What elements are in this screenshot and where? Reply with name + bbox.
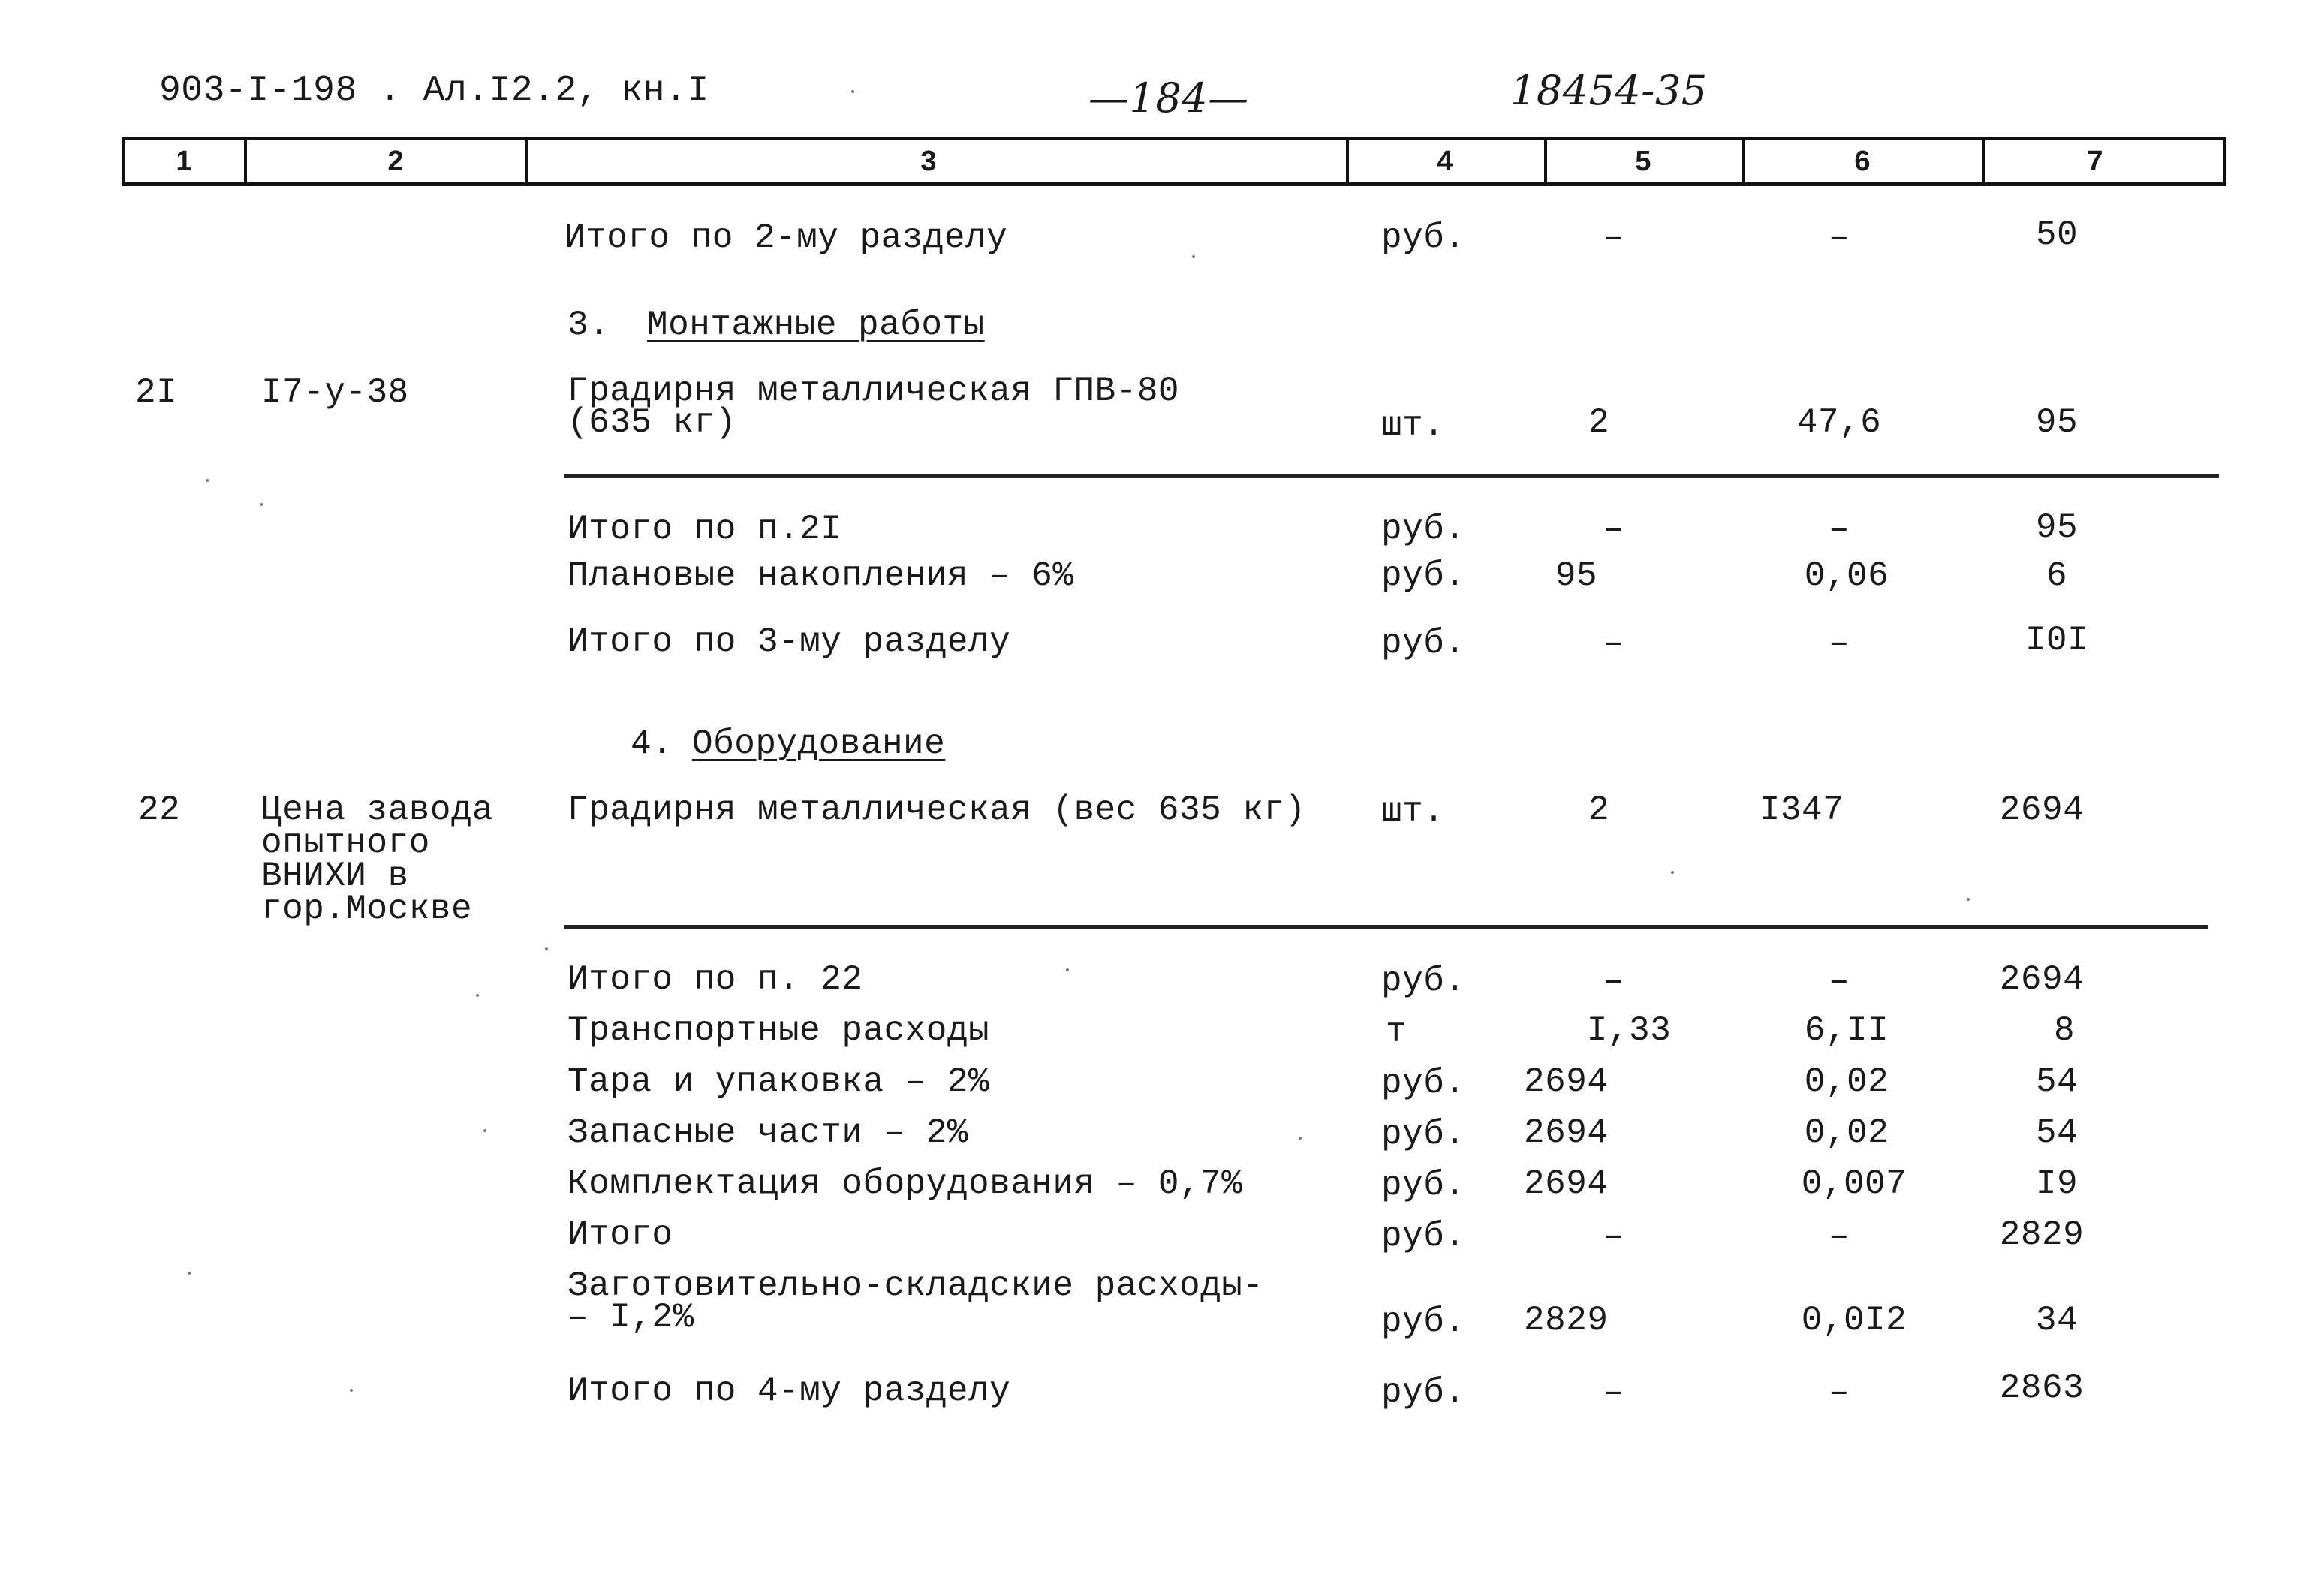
row-total: 95	[2035, 508, 2079, 547]
section-4-number: 4.	[631, 724, 673, 763]
row-total: 2863	[1999, 1369, 2085, 1408]
column-header-7: 7	[2087, 146, 2103, 177]
row-name: Плановые накопления – 6%	[567, 556, 1074, 595]
row-total: 2829	[1999, 1215, 2085, 1254]
row-qty: –	[1603, 1373, 1625, 1412]
doc-code: 903-I-198 . Ал.I2.2, кн.I	[159, 71, 709, 111]
row-unit: шт.	[1381, 406, 1445, 445]
row-price: –	[1828, 1217, 1850, 1256]
row-qty: 2	[1588, 790, 1610, 830]
row-unit: руб.	[1381, 962, 1466, 1001]
column-header-5: 5	[1635, 146, 1651, 177]
row-price: –	[1828, 1373, 1850, 1412]
row-unit: т	[1386, 1013, 1407, 1052]
scan-speck	[476, 994, 479, 997]
row-price: 0,007	[1801, 1164, 1907, 1203]
row-qty: 2694	[1524, 1164, 1609, 1203]
row-price: 0,06	[1804, 556, 1889, 595]
row-code-line3: ВНИХИ в	[261, 857, 409, 896]
row-number: 2I	[135, 373, 178, 412]
row-qty: –	[1603, 962, 1625, 1001]
row-total: 8	[2053, 1011, 2076, 1050]
row-price: 0,02	[1804, 1062, 1889, 1101]
row-qty: –	[1603, 624, 1625, 663]
scan-speck	[188, 1272, 191, 1275]
scan-speck	[1192, 255, 1195, 258]
row-name-line2: (635 кг)	[567, 403, 736, 442]
section-3-number: 3.	[567, 306, 610, 345]
row-total: I9	[2035, 1164, 2079, 1203]
row-name: Итого	[567, 1215, 673, 1254]
row-name: Итого по 2-му разделу	[564, 218, 1008, 257]
row-code: I7-у-38	[261, 373, 409, 412]
row-total: 54	[2035, 1113, 2079, 1152]
row-name: Тара и упаковка – 2%	[567, 1062, 990, 1101]
row-total: 50	[2035, 215, 2079, 254]
row-price: –	[1828, 510, 1850, 549]
scan-speck	[206, 479, 209, 482]
row-name: Заготовительно-складские расходы-	[567, 1266, 1264, 1305]
row-total: 2694	[1999, 790, 2085, 830]
row-unit: руб.	[1381, 1115, 1466, 1154]
row-code-line1: Цена завода	[261, 790, 494, 830]
row-unit: руб.	[1381, 624, 1466, 663]
section-3-title: Монтажные работы	[647, 306, 985, 345]
row-separator	[564, 474, 2219, 478]
row-name: Итого по 4-му разделу	[567, 1372, 1011, 1411]
row-name: Итого по п.2I	[567, 510, 842, 549]
row-price: I347	[1759, 790, 1844, 830]
row-unit: руб.	[1381, 1302, 1466, 1342]
row-price: 6,II	[1804, 1011, 1889, 1050]
row-total: 54	[2035, 1062, 2079, 1101]
row-qty: –	[1603, 510, 1625, 549]
row-unit: шт.	[1381, 792, 1445, 831]
row-price: –	[1828, 624, 1850, 663]
scan-speck	[260, 503, 263, 506]
row-unit: руб.	[1381, 556, 1466, 595]
scan-speck	[1066, 968, 1069, 971]
scan-speck	[483, 1129, 486, 1132]
row-unit: руб.	[1381, 1064, 1466, 1103]
row-total: 95	[2035, 403, 2079, 442]
row-name: Запасные части – 2%	[567, 1113, 968, 1152]
row-total: 34	[2035, 1301, 2079, 1340]
column-header-2: 2	[387, 146, 404, 177]
row-qty: 95	[1555, 556, 1598, 595]
row-unit: руб.	[1381, 1217, 1466, 1256]
column-header-4: 4	[1437, 146, 1453, 177]
row-qty: 2829	[1524, 1301, 1609, 1340]
row-qty: –	[1603, 1217, 1625, 1256]
row-name: Итого по п. 22	[567, 960, 863, 999]
row-qty: I,33	[1586, 1011, 1672, 1050]
row-number: 22	[138, 790, 181, 830]
scan-speck	[545, 947, 548, 950]
row-qty: 2	[1588, 403, 1610, 442]
row-code-line2: опытного	[261, 824, 430, 863]
row-name: Градирня металлическая (вес 635 кг)	[567, 790, 1306, 830]
scan-speck	[1299, 1137, 1302, 1140]
row-total: I0I	[2025, 621, 2089, 660]
row-unit: руб.	[1381, 1166, 1466, 1205]
inventory-number: 18454-35	[1510, 67, 1708, 114]
scan-speck	[1967, 898, 1970, 901]
row-qty: 2694	[1524, 1062, 1609, 1101]
row-price: –	[1828, 962, 1850, 1001]
row-name: Градирня металлическая ГПВ-80	[567, 372, 1180, 411]
section-4-title: Оборудование	[692, 724, 946, 763]
column-header-6: 6	[1854, 146, 1871, 177]
row-qty: –	[1603, 218, 1625, 257]
row-price: 0,0I2	[1801, 1301, 1907, 1340]
row-price: 47,6	[1796, 403, 1882, 442]
row-total: 2694	[1999, 960, 2085, 999]
column-header-3: 3	[920, 146, 937, 177]
row-name: Транспортные расходы	[567, 1011, 990, 1050]
row-separator	[564, 925, 2208, 929]
row-qty: 2694	[1524, 1113, 1609, 1152]
row-unit: руб.	[1381, 510, 1466, 549]
row-name: Итого по 3-му разделу	[567, 622, 1011, 661]
scan-speck	[350, 1389, 353, 1392]
page-number: —184—	[1088, 74, 1249, 122]
row-total: 6	[2046, 556, 2068, 595]
scan-speck	[851, 90, 854, 93]
row-price: –	[1828, 218, 1850, 257]
row-unit: руб.	[1381, 218, 1466, 257]
column-header-1: 1	[176, 146, 192, 177]
column-header-row	[122, 137, 2226, 186]
row-code-line4: гор.Москве	[261, 890, 473, 929]
scan-speck	[1671, 871, 1674, 874]
row-name: Комплектация оборудования – 0,7%	[567, 1164, 1243, 1203]
row-unit: руб.	[1381, 1373, 1466, 1412]
row-price: 0,02	[1804, 1113, 1889, 1152]
row-name-line2: – I,2%	[567, 1298, 694, 1337]
